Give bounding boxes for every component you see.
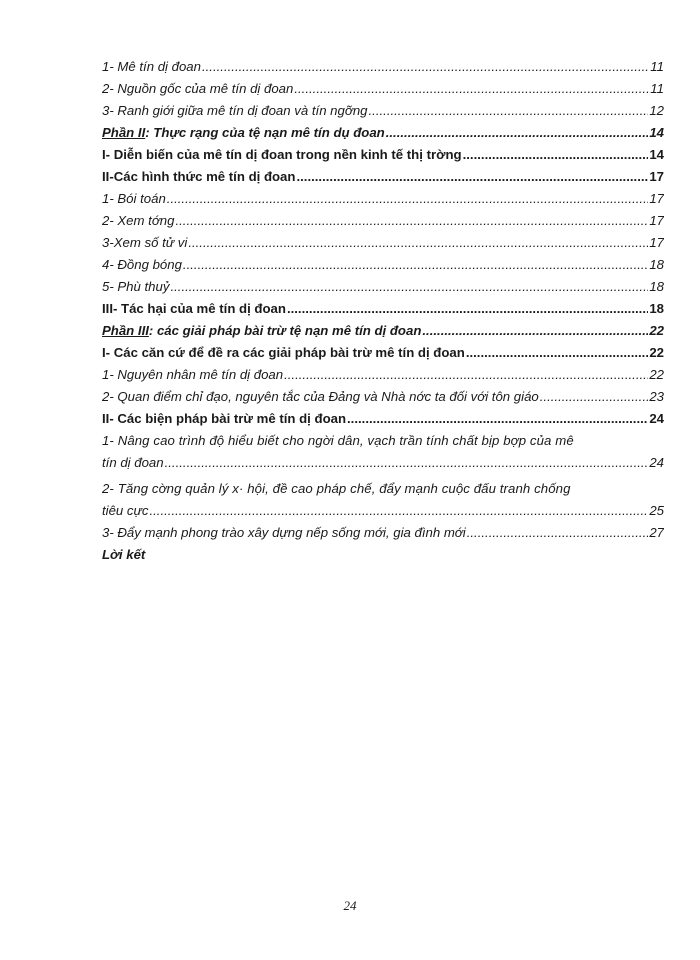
toc-part-heading: Phần III: các giải pháp bài trừ tệ nạn mê tín dị đoan ..... 22 xyxy=(102,320,664,342)
toc-entry: 2- Quan điểm chỉ đạo, nguyên tắc của Đảng và Nhà nớc ta đối với tôn giáo ..... 23 xyxy=(102,386,664,408)
part-label: Phần II xyxy=(102,125,146,140)
part-label: Phần III xyxy=(102,323,149,338)
dot-leader xyxy=(287,298,648,320)
toc-section: III- Tác hại của mê tín dị đoan ..... 18 xyxy=(102,298,664,320)
toc-entry: 4- Đồng bóng ..... 18 xyxy=(102,254,664,276)
dot-leader xyxy=(170,276,648,298)
closing-heading: Lời kết xyxy=(102,547,146,562)
toc-entry: 5- Phù thuỷ ..... 18 xyxy=(102,276,664,298)
table-of-contents xyxy=(102,56,664,566)
dot-leader xyxy=(284,364,648,386)
dot-leader xyxy=(296,166,648,188)
dot-leader xyxy=(466,342,649,364)
dot-leader xyxy=(540,386,649,408)
toc-entry: 2- Nguồn gốc của mê tín dị đoan ..... 11 xyxy=(102,78,664,100)
toc-section: II- Các biện pháp bài trừ mê tín dị đoan ..... 24 xyxy=(102,408,664,430)
toc-entry: 2- Xem tớng ..... 17 xyxy=(102,210,664,232)
toc-part-heading: Phần II: Thực rạng của tệ nạn mê tín dụ đoan ..... 14 xyxy=(102,122,664,144)
toc-entry: tiêu cực ..... 25 xyxy=(102,500,664,522)
toc-section: II-Các hình thức mê tín dị đoan ..... 17 xyxy=(102,166,664,188)
dot-leader xyxy=(165,452,649,474)
toc-entry: 3-Xem số tử vi ..... 17 xyxy=(102,232,664,254)
dot-leader xyxy=(202,56,649,78)
toc-entry: tín dị đoan ..... 24 xyxy=(102,452,664,474)
dot-leader xyxy=(188,232,648,254)
toc-entry-line1: 1- Nâng cao trình độ hiểu biết cho ngời dân, vạch trần tính chất bịp bợp của mê xyxy=(102,433,574,448)
toc-entry: 1- Mê tín dị đoan ..... 11 xyxy=(102,56,664,78)
dot-leader xyxy=(167,188,649,210)
toc-entry-line1: 2- Tăng cờng quản lý x· hội, đề cao pháp chế, đẩy mạnh cuộc đấu tranh chống xyxy=(102,481,571,496)
toc-entry: 3- Đẩy mạnh phong trào xây dựng nếp sống mới, gia đình mới ..... 27 xyxy=(102,522,664,544)
toc-section: I- Diễn biến của mê tín dị đoan trong nền kinh tế thị trờng ..... 14 xyxy=(102,144,664,166)
dot-leader xyxy=(369,100,649,122)
dot-leader xyxy=(386,122,649,144)
dot-leader xyxy=(175,210,648,232)
dot-leader xyxy=(183,254,648,276)
dot-leader xyxy=(422,320,648,342)
dot-leader xyxy=(347,408,648,430)
toc-entry: 1- Bói toán ..... 17 xyxy=(102,188,664,210)
page-number: 24 xyxy=(343,898,357,913)
toc-entry: 1- Nguyên nhân mê tín dị đoan ..... 22 xyxy=(102,364,664,386)
toc-entry: 3- Ranh giới giữa mê tín dị đoan và tín ngỡng ..... 12 xyxy=(102,100,664,122)
dot-leader xyxy=(149,500,648,522)
dot-leader xyxy=(294,78,649,100)
toc-section: I- Các căn cứ để đề ra các giải pháp bài trừ mê tín dị đoan ..... 22 xyxy=(102,342,664,364)
dot-leader xyxy=(463,144,649,166)
dot-leader xyxy=(467,522,649,544)
